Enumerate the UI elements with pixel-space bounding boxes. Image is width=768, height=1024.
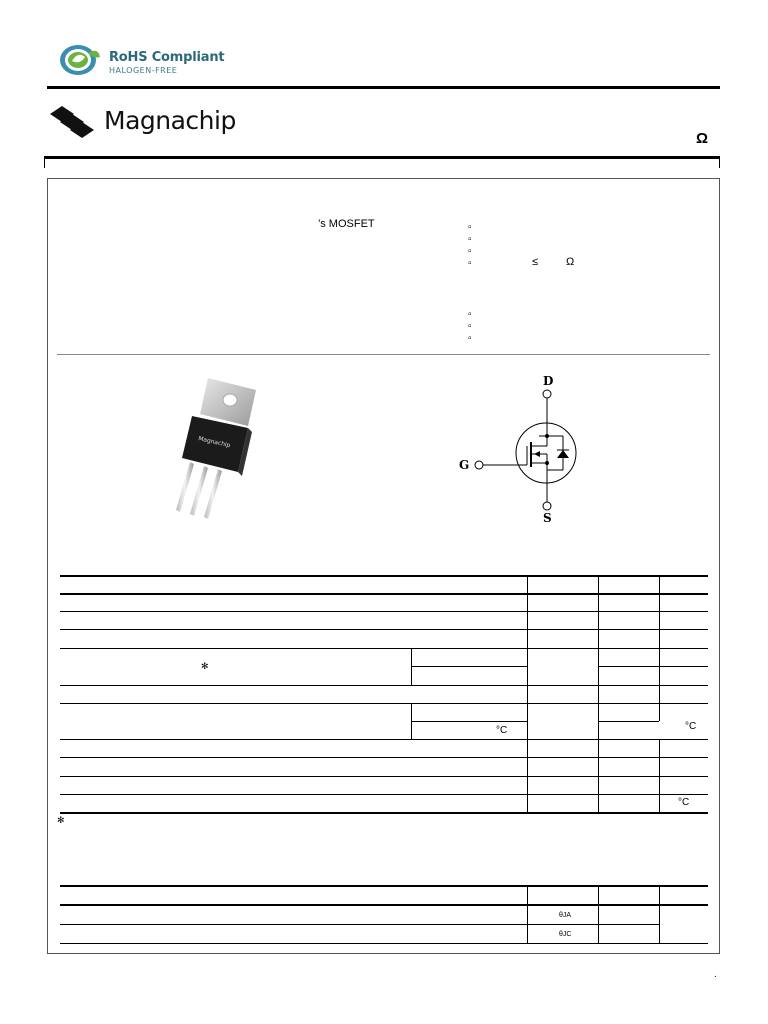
table-col-divider (598, 885, 599, 943)
rule-tick-left (44, 159, 45, 168)
table-rule (60, 904, 708, 906)
table-col-divider (598, 575, 599, 813)
package-marking: Magnachip (197, 435, 232, 450)
table-rule (60, 943, 708, 944)
mosfet-schematic (455, 372, 605, 522)
table-rule (60, 776, 708, 777)
source-label: S (543, 511, 552, 522)
footer-dot: . (714, 969, 717, 980)
theta-jc-symbol: θJC (559, 931, 572, 938)
rohs-subtitle: HALOGEN-FREE (109, 66, 178, 75)
table-col-divider (527, 885, 528, 943)
theta-ja-symbol: θJA (559, 912, 572, 919)
table-rule (411, 666, 527, 667)
temp-unit-3: °C (678, 797, 690, 808)
brand-name: Magnachip (104, 106, 236, 135)
table-col-divider (659, 739, 660, 813)
magnachip-logo-icon (48, 104, 96, 138)
bullet-6: ▫ (468, 321, 472, 332)
table-rule (411, 721, 527, 722)
header-rule-top (47, 86, 720, 89)
table-rule (60, 757, 708, 758)
drain-label: D (543, 374, 554, 388)
table-col-divider (411, 648, 412, 685)
table-rule (60, 885, 708, 887)
bullet-2: ▫ (468, 234, 472, 245)
table-col-divider (659, 575, 660, 721)
table-col-divider (411, 703, 412, 739)
table-rule (60, 685, 708, 686)
header-omega: Ω (696, 130, 709, 147)
table-rule (60, 703, 708, 704)
table-rule (60, 575, 708, 577)
rds-le-symbol: ≤ (532, 256, 539, 268)
table-rule (60, 812, 708, 814)
rohs-title: RoHS Compliant (109, 50, 225, 65)
temp-unit-2: °C (685, 721, 697, 732)
table-rule (60, 739, 708, 740)
table-rule (60, 924, 659, 925)
section-separator (57, 354, 710, 355)
description-text: ’s MOSFET (318, 218, 375, 230)
table-col-divider (659, 885, 660, 943)
table-rule (60, 794, 708, 795)
rds-omega-symbol: Ω (566, 256, 575, 268)
table-col-divider (527, 575, 528, 813)
temp-unit-1: °C (496, 725, 508, 736)
bullet-7: ▫ (468, 333, 472, 344)
content-frame (47, 178, 720, 954)
table-rule (598, 721, 659, 722)
table-rule (60, 648, 708, 649)
gate-label: G (459, 458, 470, 472)
table-rule (598, 666, 708, 667)
pulsed-asterisk: ✻ (201, 661, 209, 671)
table-note-mark: ✻ (57, 815, 65, 825)
table-rule (60, 611, 708, 612)
bullet-4: ▫ (468, 258, 472, 269)
table-rule (60, 593, 708, 595)
bullet-5: ▫ (468, 309, 472, 320)
header-rule-bottom (44, 156, 720, 159)
rohs-logo (58, 43, 102, 77)
bullet-1: ▫ (468, 222, 472, 233)
to220-package-image (164, 372, 274, 522)
bullet-3: ▫ (468, 246, 472, 257)
rule-tick-right (719, 159, 720, 168)
table-rule (60, 629, 708, 630)
